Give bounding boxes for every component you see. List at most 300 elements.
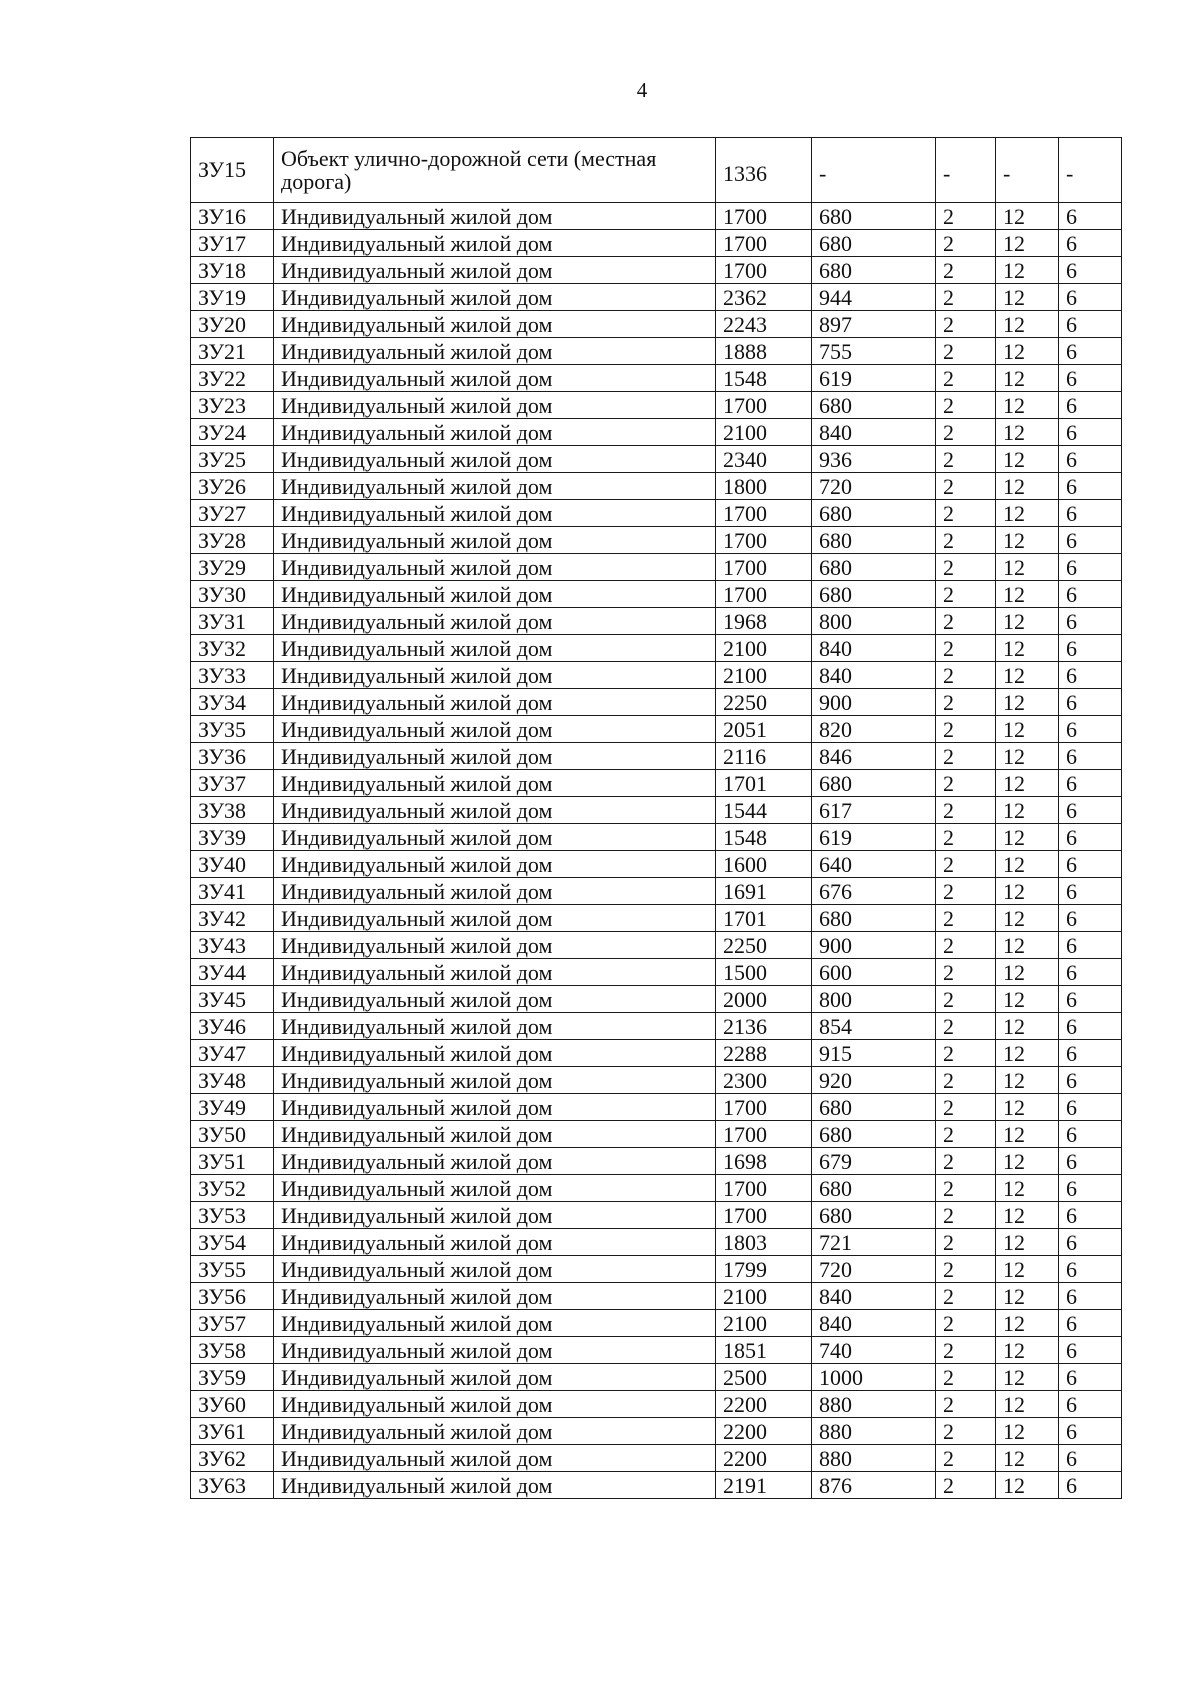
cell-plot-id: ЗУ45 <box>191 986 274 1013</box>
table-row <box>191 1418 1122 1445</box>
cell-value-4: 12 <box>996 824 1059 851</box>
cell-value-2: 680 <box>812 203 936 230</box>
cell-value-2: 880 <box>812 1445 936 1472</box>
cell-value-3: 2 <box>936 1013 996 1040</box>
cell-plot-id: ЗУ32 <box>191 635 274 662</box>
cell-value-2: 720 <box>812 1256 936 1283</box>
cell-area: 1500 <box>716 959 812 986</box>
cell-use-type: Индивидуальный жилой дом <box>274 635 716 662</box>
cell-use-type: Индивидуальный жилой дом <box>274 581 716 608</box>
table-row <box>191 311 1122 338</box>
cell-value-4: 12 <box>996 1067 1059 1094</box>
cell-value-2: 897 <box>812 311 936 338</box>
cell-value-2: - <box>812 138 936 203</box>
page-number: 4 <box>636 78 648 102</box>
cell-value-2: 680 <box>812 1175 936 1202</box>
table-row <box>191 635 1122 662</box>
cell-value-4: 12 <box>996 1337 1059 1364</box>
cell-value-4: - <box>996 138 1059 203</box>
table-row <box>191 257 1122 284</box>
cell-area: 2362 <box>716 284 812 311</box>
cell-value-5: 6 <box>1059 311 1122 338</box>
cell-plot-id: ЗУ22 <box>191 365 274 392</box>
cell-plot-id: ЗУ27 <box>191 500 274 527</box>
cell-value-2: 880 <box>812 1391 936 1418</box>
table-row <box>191 446 1122 473</box>
table-row <box>191 662 1122 689</box>
table-row <box>191 932 1122 959</box>
cell-use-type: Индивидуальный жилой дом <box>274 1364 716 1391</box>
cell-value-3: 2 <box>936 554 996 581</box>
table-row <box>191 689 1122 716</box>
table-row <box>191 1364 1122 1391</box>
cell-value-2: 740 <box>812 1337 936 1364</box>
cell-value-2: 680 <box>812 257 936 284</box>
cell-plot-id: ЗУ51 <box>191 1148 274 1175</box>
cell-area: 1700 <box>716 203 812 230</box>
cell-use-type: Индивидуальный жилой дом <box>274 1256 716 1283</box>
cell-use-type: Индивидуальный жилой дом <box>274 230 716 257</box>
cell-use-type: Индивидуальный жилой дом <box>274 554 716 581</box>
cell-area: 2100 <box>716 1283 812 1310</box>
table-row <box>191 138 1122 203</box>
cell-value-2: 617 <box>812 797 936 824</box>
cell-value-3: - <box>936 138 996 203</box>
cell-area: 1851 <box>716 1337 812 1364</box>
table-row <box>191 608 1122 635</box>
cell-plot-id: ЗУ49 <box>191 1094 274 1121</box>
cell-use-type: Индивидуальный жилой дом <box>274 500 716 527</box>
cell-area: 2200 <box>716 1418 812 1445</box>
cell-use-type: Индивидуальный жилой дом <box>274 446 716 473</box>
cell-plot-id: ЗУ50 <box>191 1121 274 1148</box>
cell-area: 1700 <box>716 257 812 284</box>
cell-value-5: 6 <box>1059 1337 1122 1364</box>
cell-use-type: Индивидуальный жилой дом <box>274 1013 716 1040</box>
cell-value-3: 2 <box>936 959 996 986</box>
cell-value-3: 2 <box>936 743 996 770</box>
cell-area: 2250 <box>716 932 812 959</box>
table-row <box>191 1121 1122 1148</box>
cell-value-5: 6 <box>1059 1391 1122 1418</box>
cell-value-5: 6 <box>1059 1094 1122 1121</box>
table-row <box>191 1472 1122 1499</box>
table-row <box>191 1445 1122 1472</box>
cell-value-4: 12 <box>996 1283 1059 1310</box>
cell-plot-id: ЗУ47 <box>191 1040 274 1067</box>
cell-value-4: 12 <box>996 1148 1059 1175</box>
cell-value-4: 12 <box>996 1202 1059 1229</box>
cell-area: 1548 <box>716 365 812 392</box>
cell-value-5: 6 <box>1059 581 1122 608</box>
cell-value-5: 6 <box>1059 878 1122 905</box>
cell-value-5: 6 <box>1059 851 1122 878</box>
cell-value-2: 680 <box>812 770 936 797</box>
cell-value-3: 2 <box>936 851 996 878</box>
cell-value-2: 915 <box>812 1040 936 1067</box>
cell-plot-id: ЗУ43 <box>191 932 274 959</box>
cell-use-type: Индивидуальный жилой дом <box>274 1310 716 1337</box>
cell-area: 1701 <box>716 770 812 797</box>
cell-area: 1700 <box>716 392 812 419</box>
cell-value-2: 880 <box>812 1418 936 1445</box>
cell-area: 1700 <box>716 1175 812 1202</box>
table-row <box>191 500 1122 527</box>
cell-plot-id: ЗУ57 <box>191 1310 274 1337</box>
cell-area: 1700 <box>716 554 812 581</box>
cell-value-3: 2 <box>936 1256 996 1283</box>
cell-value-3: 2 <box>936 1121 996 1148</box>
cell-value-5: 6 <box>1059 1067 1122 1094</box>
cell-area: 2500 <box>716 1364 812 1391</box>
cell-use-type: Индивидуальный жилой дом <box>274 716 716 743</box>
cell-value-4: 12 <box>996 1418 1059 1445</box>
table-body <box>191 138 1122 1499</box>
cell-value-2: 1000 <box>812 1364 936 1391</box>
cell-value-5: 6 <box>1059 338 1122 365</box>
cell-value-5: 6 <box>1059 1310 1122 1337</box>
table-row <box>191 1013 1122 1040</box>
table-row <box>191 770 1122 797</box>
cell-value-2: 840 <box>812 635 936 662</box>
cell-area: 1700 <box>716 230 812 257</box>
cell-area: 1700 <box>716 1121 812 1148</box>
cell-use-type: Индивидуальный жилой дом <box>274 743 716 770</box>
cell-value-2: 944 <box>812 284 936 311</box>
cell-value-4: 12 <box>996 446 1059 473</box>
cell-plot-id: ЗУ33 <box>191 662 274 689</box>
cell-use-type: Индивидуальный жилой дом <box>274 1094 716 1121</box>
cell-value-5: 6 <box>1059 230 1122 257</box>
cell-value-2: 840 <box>812 1310 936 1337</box>
table-row <box>191 824 1122 851</box>
cell-area: 2288 <box>716 1040 812 1067</box>
cell-plot-id: ЗУ52 <box>191 1175 274 1202</box>
cell-value-5: 6 <box>1059 959 1122 986</box>
cell-value-2: 680 <box>812 230 936 257</box>
cell-area: 2191 <box>716 1472 812 1499</box>
cell-area: 2100 <box>716 662 812 689</box>
cell-value-5: 6 <box>1059 1418 1122 1445</box>
cell-value-4: 12 <box>996 365 1059 392</box>
cell-value-4: 12 <box>996 716 1059 743</box>
cell-value-4: 12 <box>996 203 1059 230</box>
cell-value-2: 680 <box>812 905 936 932</box>
cell-plot-id: ЗУ56 <box>191 1283 274 1310</box>
cell-value-3: 2 <box>936 932 996 959</box>
cell-value-5: 6 <box>1059 608 1122 635</box>
cell-value-4: 12 <box>996 635 1059 662</box>
cell-value-5: 6 <box>1059 203 1122 230</box>
cell-value-3: 2 <box>936 986 996 1013</box>
cell-area: 1701 <box>716 905 812 932</box>
cell-plot-id: ЗУ16 <box>191 203 274 230</box>
table-row <box>191 797 1122 824</box>
cell-area: 2200 <box>716 1445 812 1472</box>
cell-value-2: 840 <box>812 662 936 689</box>
cell-use-type: Индивидуальный жилой дом <box>274 608 716 635</box>
cell-value-5: 6 <box>1059 365 1122 392</box>
cell-value-5: 6 <box>1059 1121 1122 1148</box>
cell-value-4: 12 <box>996 932 1059 959</box>
cell-value-5: 6 <box>1059 500 1122 527</box>
cell-value-3: 2 <box>936 1229 996 1256</box>
cell-use-type: Индивидуальный жилой дом <box>274 419 716 446</box>
cell-use-type: Индивидуальный жилой дом <box>274 1445 716 1472</box>
cell-value-4: 12 <box>996 527 1059 554</box>
cell-value-4: 12 <box>996 1013 1059 1040</box>
cell-value-5: 6 <box>1059 446 1122 473</box>
cell-value-5: 6 <box>1059 1148 1122 1175</box>
cell-value-4: 12 <box>996 1310 1059 1337</box>
cell-plot-id: ЗУ35 <box>191 716 274 743</box>
cell-use-type: Индивидуальный жилой дом <box>274 365 716 392</box>
cell-value-4: 12 <box>996 851 1059 878</box>
cell-value-4: 12 <box>996 311 1059 338</box>
cell-value-3: 2 <box>936 473 996 500</box>
cell-use-type: Индивидуальный жилой дом <box>274 1148 716 1175</box>
cell-value-4: 12 <box>996 392 1059 419</box>
table-row <box>191 905 1122 932</box>
cell-area: 1698 <box>716 1148 812 1175</box>
cell-value-5: 6 <box>1059 1229 1122 1256</box>
cell-plot-id: ЗУ20 <box>191 311 274 338</box>
cell-area: 2340 <box>716 446 812 473</box>
cell-value-3: 2 <box>936 878 996 905</box>
cell-plot-id: ЗУ18 <box>191 257 274 284</box>
cell-area: 2200 <box>716 1391 812 1418</box>
cell-value-2: 800 <box>812 608 936 635</box>
cell-use-type: Индивидуальный жилой дом <box>274 257 716 284</box>
cell-value-3: 2 <box>936 1094 996 1121</box>
cell-value-3: 2 <box>936 1472 996 1499</box>
cell-value-4: 12 <box>996 689 1059 716</box>
table-row <box>191 1229 1122 1256</box>
cell-value-2: 900 <box>812 689 936 716</box>
cell-value-4: 12 <box>996 905 1059 932</box>
cell-use-type: Индивидуальный жилой дом <box>274 1283 716 1310</box>
table-row <box>191 1283 1122 1310</box>
cell-use-type: Индивидуальный жилой дом <box>274 338 716 365</box>
cell-area: 1800 <box>716 473 812 500</box>
table-row <box>191 581 1122 608</box>
cell-value-3: 2 <box>936 1445 996 1472</box>
cell-plot-id: ЗУ60 <box>191 1391 274 1418</box>
cell-value-3: 2 <box>936 203 996 230</box>
cell-plot-id: ЗУ55 <box>191 1256 274 1283</box>
cell-value-4: 12 <box>996 284 1059 311</box>
cell-use-type: Индивидуальный жилой дом <box>274 284 716 311</box>
cell-value-4: 12 <box>996 986 1059 1013</box>
cell-value-4: 12 <box>996 797 1059 824</box>
cell-area: 1691 <box>716 878 812 905</box>
cell-value-3: 2 <box>936 824 996 851</box>
cell-value-3: 2 <box>936 365 996 392</box>
cell-plot-id: ЗУ44 <box>191 959 274 986</box>
cell-plot-id: ЗУ24 <box>191 419 274 446</box>
cell-use-type: Индивидуальный жилой дом <box>274 1229 716 1256</box>
cell-value-4: 12 <box>996 1094 1059 1121</box>
cell-value-3: 2 <box>936 284 996 311</box>
cell-use-type: Индивидуальный жилой дом <box>274 311 716 338</box>
cell-area: 2100 <box>716 419 812 446</box>
cell-plot-id: ЗУ61 <box>191 1418 274 1445</box>
cell-value-3: 2 <box>936 770 996 797</box>
cell-area: 1799 <box>716 1256 812 1283</box>
cell-value-5: 6 <box>1059 635 1122 662</box>
cell-value-4: 12 <box>996 257 1059 284</box>
cell-value-4: 12 <box>996 959 1059 986</box>
table-row <box>191 716 1122 743</box>
cell-value-5: 6 <box>1059 284 1122 311</box>
cell-area: 1803 <box>716 1229 812 1256</box>
cell-value-2: 619 <box>812 824 936 851</box>
cell-use-type: Индивидуальный жилой дом <box>274 1202 716 1229</box>
cell-value-4: 12 <box>996 1364 1059 1391</box>
table-row <box>191 959 1122 986</box>
cell-plot-id: ЗУ19 <box>191 284 274 311</box>
cell-value-3: 2 <box>936 905 996 932</box>
cell-value-3: 2 <box>936 1364 996 1391</box>
cell-value-2: 680 <box>812 1094 936 1121</box>
cell-value-2: 600 <box>812 959 936 986</box>
cell-value-4: 12 <box>996 554 1059 581</box>
cell-area: 2051 <box>716 716 812 743</box>
cell-area: 1700 <box>716 500 812 527</box>
table-row <box>191 527 1122 554</box>
table-row <box>191 851 1122 878</box>
cell-area: 1700 <box>716 581 812 608</box>
cell-value-2: 680 <box>812 581 936 608</box>
cell-value-2: 680 <box>812 500 936 527</box>
cell-value-3: 2 <box>936 1175 996 1202</box>
table-row <box>191 284 1122 311</box>
cell-plot-id: ЗУ23 <box>191 392 274 419</box>
cell-area: 2100 <box>716 1310 812 1337</box>
cell-value-2: 876 <box>812 1472 936 1499</box>
cell-value-2: 840 <box>812 419 936 446</box>
cell-value-3: 2 <box>936 311 996 338</box>
cell-use-type: Индивидуальный жилой дом <box>274 203 716 230</box>
table-row <box>191 1202 1122 1229</box>
cell-use-type: Индивидуальный жилой дом <box>274 1067 716 1094</box>
cell-area: 1888 <box>716 338 812 365</box>
cell-value-3: 2 <box>936 608 996 635</box>
cell-area: 2243 <box>716 311 812 338</box>
cell-value-2: 679 <box>812 1148 936 1175</box>
cell-value-3: 2 <box>936 419 996 446</box>
cell-value-4: 12 <box>996 662 1059 689</box>
cell-value-5: - <box>1059 138 1122 203</box>
cell-plot-id: ЗУ39 <box>191 824 274 851</box>
cell-value-2: 721 <box>812 1229 936 1256</box>
cell-value-4: 12 <box>996 1229 1059 1256</box>
cell-value-4: 12 <box>996 338 1059 365</box>
cell-use-type: Индивидуальный жилой дом <box>274 986 716 1013</box>
cell-use-type: Индивидуальный жилой дом <box>274 527 716 554</box>
cell-value-3: 2 <box>936 716 996 743</box>
cell-use-type: Индивидуальный жилой дом <box>274 662 716 689</box>
cell-value-2: 680 <box>812 392 936 419</box>
cell-area: 2100 <box>716 635 812 662</box>
cell-value-4: 12 <box>996 743 1059 770</box>
table-row <box>191 365 1122 392</box>
cell-value-4: 12 <box>996 878 1059 905</box>
cell-value-3: 2 <box>936 1337 996 1364</box>
cell-value-5: 6 <box>1059 554 1122 581</box>
cell-value-4: 12 <box>996 1256 1059 1283</box>
table-row <box>191 1040 1122 1067</box>
cell-value-3: 2 <box>936 1040 996 1067</box>
cell-area: 2250 <box>716 689 812 716</box>
table-row <box>191 419 1122 446</box>
cell-value-3: 2 <box>936 797 996 824</box>
cell-value-2: 900 <box>812 932 936 959</box>
cell-value-5: 6 <box>1059 743 1122 770</box>
cell-plot-id: ЗУ34 <box>191 689 274 716</box>
table-row <box>191 743 1122 770</box>
cell-value-5: 6 <box>1059 1040 1122 1067</box>
cell-plot-id: ЗУ17 <box>191 230 274 257</box>
cell-value-2: 720 <box>812 473 936 500</box>
cell-plot-id: ЗУ30 <box>191 581 274 608</box>
cell-value-2: 680 <box>812 527 936 554</box>
cell-value-5: 6 <box>1059 905 1122 932</box>
cell-use-type: Объект улично-дорожной сети (местная дорога) <box>274 138 716 203</box>
cell-use-type: Индивидуальный жилой дом <box>274 932 716 959</box>
cell-plot-id: ЗУ46 <box>191 1013 274 1040</box>
cell-area: 1700 <box>716 1202 812 1229</box>
cell-value-5: 6 <box>1059 473 1122 500</box>
cell-area: 2300 <box>716 1067 812 1094</box>
table-row <box>191 1094 1122 1121</box>
cell-value-4: 12 <box>996 473 1059 500</box>
cell-value-4: 12 <box>996 581 1059 608</box>
cell-value-2: 640 <box>812 851 936 878</box>
cell-value-4: 12 <box>996 1472 1059 1499</box>
cell-plot-id: ЗУ41 <box>191 878 274 905</box>
cell-value-5: 6 <box>1059 1202 1122 1229</box>
cell-area: 1336 <box>716 138 812 203</box>
cell-value-2: 800 <box>812 986 936 1013</box>
cell-plot-id: ЗУ31 <box>191 608 274 635</box>
cell-value-4: 12 <box>996 1121 1059 1148</box>
land-plots-table <box>190 137 1122 1499</box>
cell-value-3: 2 <box>936 1067 996 1094</box>
cell-value-2: 680 <box>812 1202 936 1229</box>
cell-plot-id: ЗУ59 <box>191 1364 274 1391</box>
cell-area: 1968 <box>716 608 812 635</box>
cell-value-5: 6 <box>1059 1364 1122 1391</box>
cell-value-5: 6 <box>1059 257 1122 284</box>
cell-value-2: 854 <box>812 1013 936 1040</box>
table-row <box>191 1391 1122 1418</box>
table-row <box>191 1175 1122 1202</box>
cell-use-type: Индивидуальный жилой дом <box>274 473 716 500</box>
cell-value-4: 12 <box>996 1445 1059 1472</box>
cell-use-type: Индивидуальный жилой дом <box>274 824 716 851</box>
table-row <box>191 1148 1122 1175</box>
cell-area: 2116 <box>716 743 812 770</box>
cell-value-4: 12 <box>996 770 1059 797</box>
cell-value-5: 6 <box>1059 662 1122 689</box>
cell-use-type: Индивидуальный жилой дом <box>274 851 716 878</box>
cell-value-2: 936 <box>812 446 936 473</box>
cell-plot-id: ЗУ53 <box>191 1202 274 1229</box>
cell-value-3: 2 <box>936 500 996 527</box>
cell-value-3: 2 <box>936 446 996 473</box>
cell-value-3: 2 <box>936 338 996 365</box>
